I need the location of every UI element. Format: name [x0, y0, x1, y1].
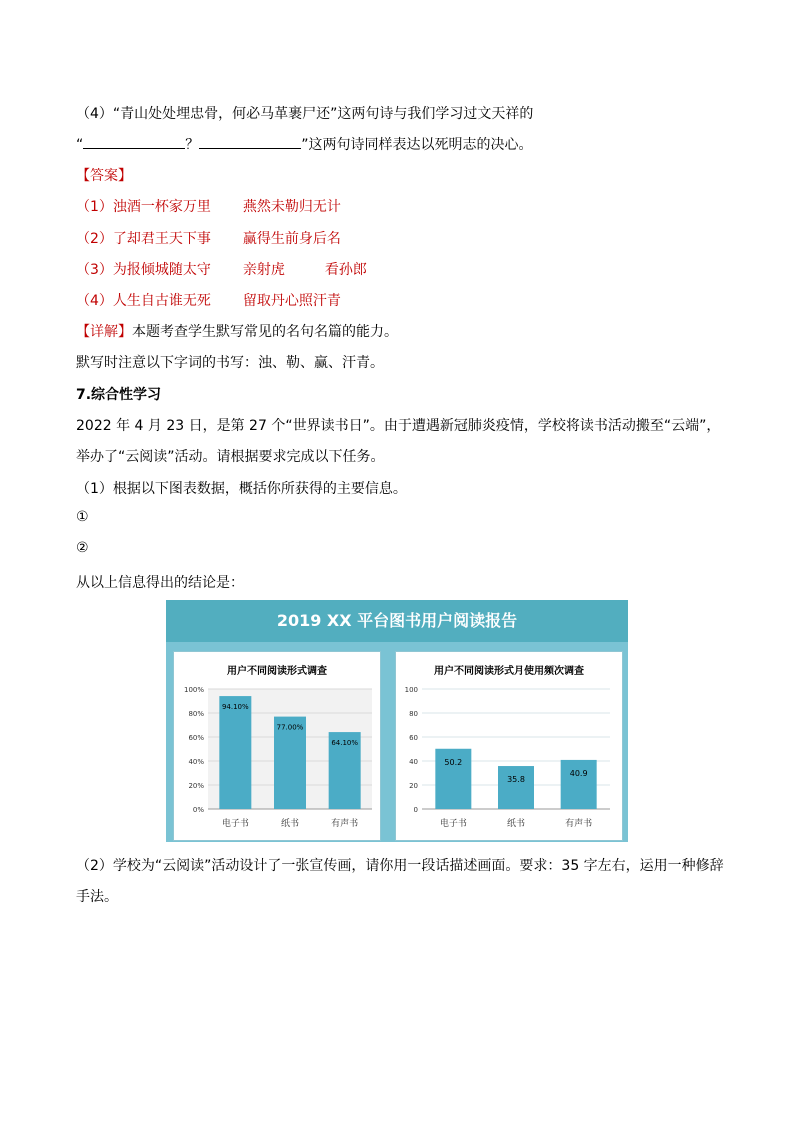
category-label: 电子书 [221, 819, 249, 829]
bar-value-label: 40.9 [569, 768, 588, 778]
y-tick-label: 60 [409, 734, 418, 742]
q7-task-2-line1: （2）学校为“云阅读”活动设计了一张宣传画，请你用一段话描述画面。要求：35 字左右，运用一种修辞 [76, 858, 724, 874]
q7-heading: 7.综合性学习 [76, 387, 162, 403]
category-label: 电子书 [439, 819, 467, 829]
y-tick-label: 80% [188, 710, 204, 718]
answer-heading: 【答案】 [76, 168, 132, 184]
reading-report-figure [166, 600, 628, 842]
fill-blank-1[interactable] [83, 136, 185, 149]
bar-value-label: 50.2 [444, 757, 463, 767]
detail-heading: 【详解】 [76, 324, 132, 340]
q4-line2 [76, 134, 533, 154]
bar [561, 760, 597, 809]
q4-line2-tail: ”这两句诗同样表达以死明志的决心。 [301, 137, 533, 153]
fill-blank-2[interactable] [199, 136, 301, 149]
bar-value-label: 35.8 [507, 775, 525, 785]
answer-item [76, 196, 341, 216]
y-tick-label: 20% [188, 782, 204, 790]
category-label: 纸书 [506, 819, 526, 829]
chart-title: 用户不同阅读形式调查 [227, 666, 327, 677]
bar-value-label: 94.10% [221, 703, 249, 712]
answer-label: （3）为报倾城随太守 [76, 262, 211, 278]
y-tick-label: 40% [188, 758, 204, 766]
answer-label: （2）了却君王天下事 [76, 231, 211, 247]
q7-task-2-line2: 手法。 [76, 889, 118, 905]
y-tick-label: 20 [409, 782, 418, 790]
bar-value-label: 77.00% [276, 723, 304, 732]
answer-label: （1）浊酒一杯家万里 [76, 199, 211, 215]
bar [219, 696, 251, 809]
detail-note: 默写时注意以下字词的书写：浊、勒、赢、汗青。 [76, 355, 384, 371]
category-label: 纸书 [280, 819, 300, 829]
answer-bullet-1: ① [76, 509, 89, 525]
y-tick-label: 80 [409, 710, 418, 718]
y-tick-label: 60% [188, 734, 204, 742]
answer-item [76, 259, 367, 279]
q7-intro-1: 2022 年 4 月 23 日，是第 27 个“世界读书日”。由于遭遇新冠肺炎疫情，学校将读书活动搬至“云端”， [76, 418, 721, 434]
detail-text: 本题考查学生默写常见的名句名篇的能力。 [132, 324, 398, 340]
detail-line [76, 321, 398, 341]
bar [498, 766, 534, 809]
y-tick-label: 40 [409, 758, 418, 766]
q7-task-1: （1）根据以下图表数据，概括你所获得的主要信息。 [76, 481, 407, 497]
bar-chart-monthly-frequency [396, 652, 622, 840]
q7-intro-2: 举办了“云阅读”活动。请根据要求完成以下任务。 [76, 449, 385, 465]
answer-item [76, 290, 341, 310]
category-label: 有声书 [565, 819, 593, 829]
q4-line1: （4）“青山处处埋忠骨，何必马革裹尸还”这两句诗与我们学习过文天祥的 [76, 106, 534, 122]
answer-label: （4）人生自古谁无死 [76, 293, 211, 309]
chart-title: 用户不同阅读形式月使用频次调查 [434, 666, 584, 677]
y-tick-label: 100 [404, 686, 418, 694]
question-mark: ？ [185, 137, 200, 153]
y-tick-label: 100% [183, 686, 204, 694]
bar-value-label: 64.10% [331, 739, 359, 748]
y-tick-label: 0 [413, 806, 418, 814]
category-label: 有声书 [331, 819, 359, 829]
report-title: 2019 XX 平台图书用户阅读报告 [166, 600, 628, 642]
answer-part: 留取丹心照汗青 [242, 293, 341, 309]
answer-part: 赢得生前身后名 [242, 231, 341, 247]
conclusion-prompt: 从以上信息得出的结论是： [76, 575, 244, 591]
answer-item [76, 228, 341, 248]
y-tick-label: 0% [192, 806, 204, 814]
answer-part: 亲射虎 [242, 262, 285, 278]
answer-part: 看孙郎 [324, 262, 367, 278]
chart-panel-reading-forms [173, 651, 381, 841]
answer-bullet-2: ② [76, 540, 89, 556]
bar-chart-reading-forms [174, 652, 380, 840]
answer-part: 燕然未勒归无计 [242, 199, 341, 215]
chart-panel-monthly-frequency [395, 651, 623, 841]
quote-open: “ [76, 137, 84, 153]
